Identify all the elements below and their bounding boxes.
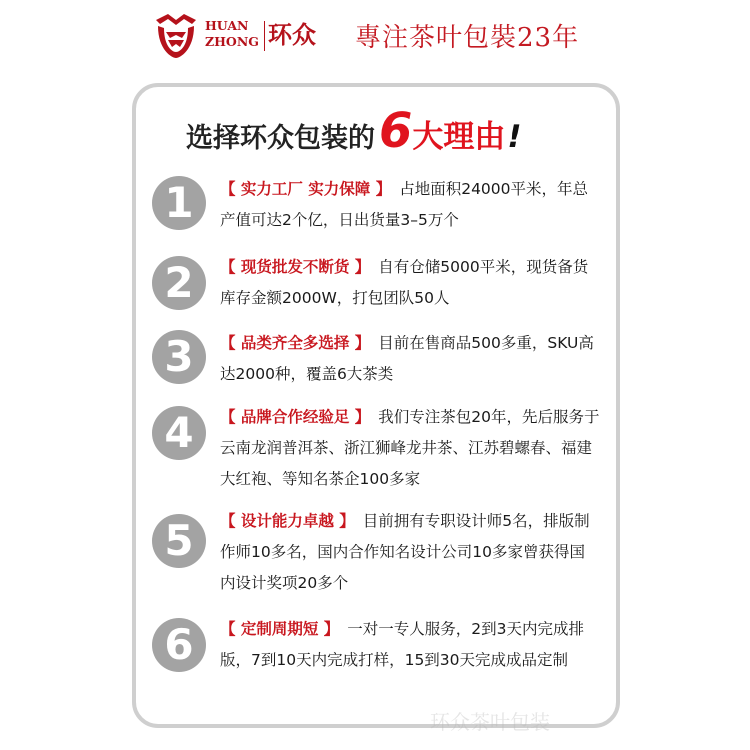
reason-item (150, 328, 610, 398)
watermark: 环众茶叶包装 (430, 710, 550, 734)
reason-description: 我们专注茶包20年，先后服务于云南龙润普洱茶、浙江狮峰龙井茶、江苏碧螺春、福建大红袍、等知名茶企100多家 (220, 408, 600, 488)
brand-english-name: HUAN ZHONG (205, 18, 259, 49)
title-exclamation: ! (507, 119, 522, 155)
reason-description: 目前在售商品500多重，SKU高达2000种，覆盖6大茶类 (220, 334, 594, 383)
huanzhong-logo-icon (152, 10, 200, 60)
reason-heading: 【 品牌合作经验足 】 (220, 408, 371, 426)
reason-description: 目前拥有专职设计师5名，排版制作师10多名，国内合作知名设计公司10多家曾获得国内设计奖项20多个 (220, 512, 590, 592)
reason-text (220, 174, 600, 236)
reason-number-badge: 4 (152, 406, 206, 460)
reason-text (220, 328, 600, 390)
reason-number-badge: 2 (152, 256, 206, 310)
reason-item (150, 172, 610, 242)
slogan: 專注茶叶包裝23年 (355, 23, 580, 53)
reason-description: 自有仓储5000平米，现货备货库存金额2000W，打包团队50人 (220, 258, 589, 307)
reason-description: 占地面积24000平米，年总产值可达2个亿，日出货量3–5万个 (220, 180, 589, 229)
reason-text (220, 506, 600, 599)
reason-heading: 【 设计能力卓越 】 (220, 512, 355, 530)
reason-heading: 【 现货批发不断货 】 (220, 258, 371, 276)
reason-text (220, 402, 600, 495)
reason-text (220, 252, 600, 314)
reason-text (220, 614, 600, 676)
reason-item (150, 506, 610, 606)
card-title (186, 96, 522, 166)
reason-description: 一对一专人服务，2到3天内完成排版，7到10天内完成打样，15到30天完成成品定制 (220, 620, 585, 669)
title-number: 6 (379, 103, 413, 159)
reason-heading: 【 品类齐全多选择 】 (220, 334, 371, 352)
header (0, 0, 750, 80)
reason-number-badge: 3 (152, 330, 206, 384)
brand-chinese-name: 环众 (268, 21, 316, 49)
reason-item (150, 252, 610, 322)
reason-heading: 【 定制周期短 】 (220, 620, 340, 638)
reason-item (150, 402, 610, 502)
reason-heading: 【 实力工厂 实力保障 】 (220, 180, 392, 198)
title-suffix: 大理由 (412, 119, 506, 155)
brand-divider (264, 21, 265, 51)
reason-item (150, 614, 610, 714)
reason-number-badge: 5 (152, 514, 206, 568)
reason-number-badge: 6 (152, 618, 206, 672)
title-prefix: 选择环众包装的 (186, 123, 375, 154)
reason-number-badge: 1 (152, 176, 206, 230)
